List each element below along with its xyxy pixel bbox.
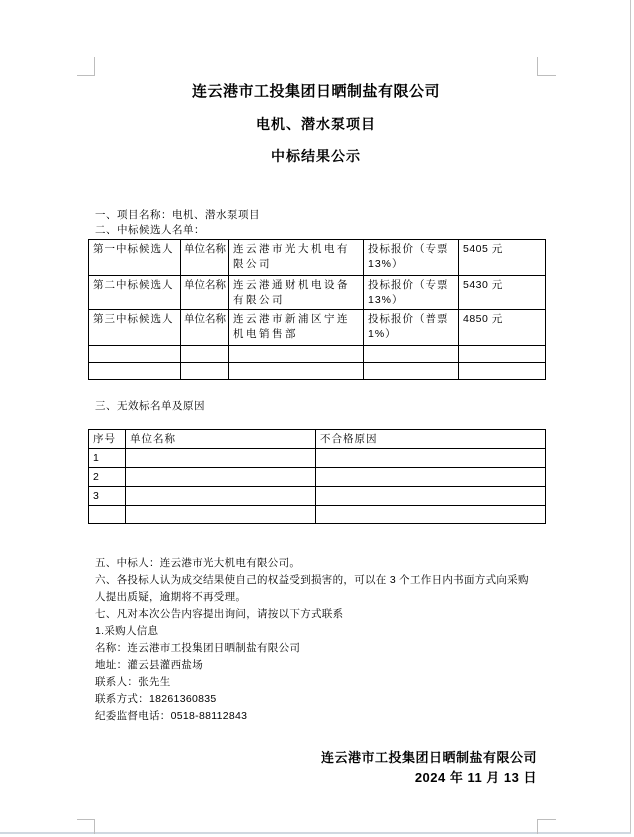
table-cell	[459, 346, 546, 363]
table-cell: 2	[89, 468, 126, 487]
table-cell: 第二中标候选人	[89, 276, 181, 310]
table-cell	[126, 468, 316, 487]
candidates-row-1	[89, 240, 546, 276]
table-cell: 单位名称	[181, 276, 229, 310]
table-cell	[459, 363, 546, 380]
contact-line-name: 名称：连云港市工投集团日晒制盐有限公司	[95, 642, 301, 654]
table-cell: 单位名称	[181, 240, 229, 276]
invalid-bids-table	[88, 429, 546, 524]
table-cell: 4850 元	[459, 310, 546, 346]
invalid-row-3	[89, 487, 546, 506]
contact-line-phone: 联系方式：18261360835	[95, 693, 217, 705]
invalid-row-4	[89, 506, 546, 524]
table-cell: 1	[89, 449, 126, 468]
table-header-cell: 不合格原因	[316, 430, 546, 449]
table-header-cell: 单位名称	[126, 430, 316, 449]
table-cell	[316, 487, 546, 506]
section-contact-heading: 七、凡对本次公告内容提出询问，请按以下方式联系	[95, 608, 344, 620]
table-cell	[181, 363, 229, 380]
doc-title-company: 连云港市工投集团日晒制盐有限公司	[191, 83, 440, 100]
candidates-row-3	[89, 310, 546, 346]
table-cell: 第三中标候选人	[89, 310, 181, 346]
margin-crop-mark-bottom-right	[537, 819, 556, 834]
invalid-row-2	[89, 468, 546, 487]
section-winner: 五、中标人：连云港市光大机电有限公司。	[95, 557, 301, 569]
signature-company: 连云港市工投集团日晒制盐有限公司	[320, 750, 537, 765]
table-cell	[316, 449, 546, 468]
table-cell	[89, 506, 126, 524]
table-cell: 连云港市光大机电有限公司	[229, 240, 364, 276]
table-cell	[89, 346, 181, 363]
table-cell	[364, 363, 459, 380]
table-cell: 投标报价（普票1%）	[364, 310, 459, 346]
table-cell	[126, 449, 316, 468]
section-invalid-heading: 三、无效标名单及原因	[95, 400, 205, 412]
doc-title-project: 电机、潜水泵项目	[256, 116, 376, 132]
table-cell	[126, 506, 316, 524]
table-cell	[364, 346, 459, 363]
table-cell	[316, 468, 546, 487]
table-cell: 投标报价（专票13%）	[364, 276, 459, 310]
purchaser-info-heading: 1.采购人信息	[95, 625, 159, 637]
candidates-row-4	[89, 346, 546, 363]
table-cell: 5405 元	[459, 240, 546, 276]
table-cell: 5430 元	[459, 276, 546, 310]
invalid-header-row	[89, 430, 546, 449]
contact-line-person: 联系人：张先生	[95, 676, 171, 688]
table-cell	[316, 506, 546, 524]
table-cell: 投标报价（专票13%）	[364, 240, 459, 276]
invalid-row-1	[89, 449, 546, 468]
section-project-name: 一、项目名称：电机、潜水泵项目	[95, 209, 260, 221]
table-cell: 第一中标候选人	[89, 240, 181, 276]
table-cell: 3	[89, 487, 126, 506]
candidates-table	[88, 239, 546, 380]
section-candidates-heading: 二、中标候选人名单：	[95, 224, 205, 236]
margin-crop-mark-bottom-left	[77, 819, 95, 834]
contact-line-address: 地址：灌云县灌西盐场	[95, 659, 203, 671]
candidates-row-5	[89, 363, 546, 380]
table-cell	[229, 363, 364, 380]
margin-crop-mark-top-right	[537, 57, 556, 76]
table-cell	[89, 363, 181, 380]
section-objection: 六、各投标人认为成交结果使自己的权益受到损害的，可以在 3 个工作日内书面方式向采购人提出质疑，逾期将不再受理。	[95, 574, 529, 603]
margin-crop-mark-top-left	[77, 57, 95, 76]
doc-title-announcement: 中标结果公示	[271, 148, 361, 164]
candidates-row-2	[89, 276, 546, 310]
signature-date: 2024 年 11 月 13 日	[414, 770, 537, 785]
document-content	[95, 0, 537, 788]
table-cell: 单位名称	[181, 310, 229, 346]
table-cell	[229, 346, 364, 363]
table-cell: 连云港市新浦区宁连机电销售部	[229, 310, 364, 346]
table-cell: 连云港通财机电设备有限公司	[229, 276, 364, 310]
table-cell	[181, 346, 229, 363]
signature-block	[95, 748, 537, 788]
contact-line-supervision-phone: 纪委监督电话：0518-88112843	[95, 710, 248, 722]
table-cell	[126, 487, 316, 506]
table-header-cell: 序号	[89, 430, 126, 449]
